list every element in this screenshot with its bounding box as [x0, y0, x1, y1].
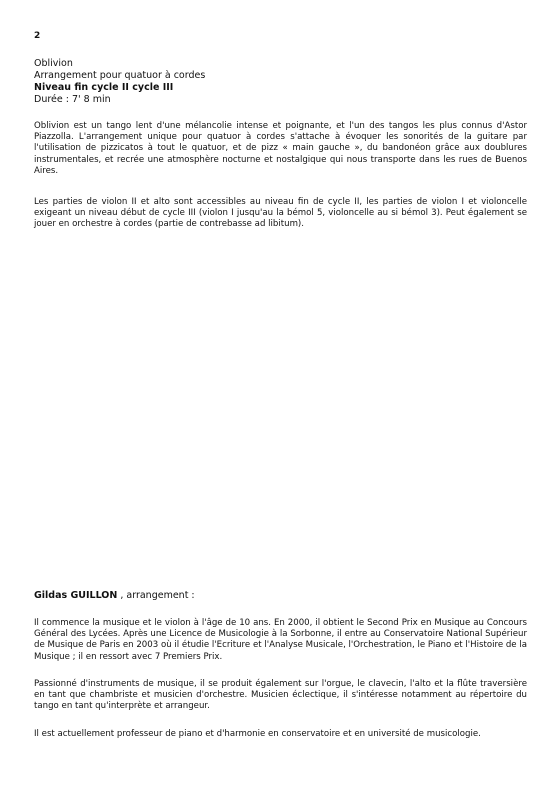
biography-paragraph: Passionné d'instruments de musique, il se produit également sur l'orgue, le clavecin, l'alto et la flûte traversière en tant que chambriste et musicien d'orchestre. Musicien éclectique, il s'intéresse notamment au répertoire du tango en tant qu'interprète et arrangeur.	[34, 679, 527, 712]
work-header	[34, 58, 534, 106]
arrangement-line: Arrangement pour quatuor à cordes	[34, 70, 206, 81]
description-paragraph: Oblivion est un tango lent d'une mélancolie intense et poignante, et l'un des tangos les plus connus d'Astor Piazzolla. L'arrangement unique pour quatuor à cordes s'attache à évoquer les sonorités de la guitare par l'utilisation de pizzicatos à tout le quatuor, et de pizz « main gauche », du bandonéon grâce aux doublures instrumentales, et recrée une atmosphère nocturne et nostalgique qui nous transporte dans les rues de Buenos Aires.	[34, 121, 527, 176]
author-line	[34, 590, 195, 601]
author-role: , arrangement :	[117, 590, 195, 601]
parts-paragraph: Les parties de violon II et alto sont accessibles au niveau fin de cycle II, les parties de violon I et violoncelle exigeant un niveau début de cycle III (violon I jusqu'au la bémol 5, violoncelle au si bémol 3). Peut également se jouer en orchestre à cordes (partie de contrebasse ad libitum).	[34, 197, 527, 230]
biography-paragraph: Il est actuellement professeur de piano et d'harmonie en conservatoire et en université de musicologie.	[34, 729, 481, 739]
level-line: Niveau fin cycle II cycle III	[34, 82, 174, 93]
author-name: Gildas GUILLON	[34, 590, 118, 601]
duration-line: Durée : 7' 8 min	[34, 94, 111, 105]
biography-paragraph: Il commence la musique et le violon à l'âge de 10 ans. En 2000, il obtient le Second Prix en Musique au Concours Général des Lycées. Après une Licence de Musicologie à la Sorbonne, il entre au Conservatoire National Supérieur de Musique de Paris en 2003 où il étudie l'Ecriture et l'Analyse Musicale, l'Orchestration, le Piano et l'Histoire de la Musique ; il en ressort avec 7 Premiers Prix.	[34, 618, 527, 662]
work-title: Oblivion	[34, 58, 73, 69]
page-number: 2	[34, 31, 41, 41]
